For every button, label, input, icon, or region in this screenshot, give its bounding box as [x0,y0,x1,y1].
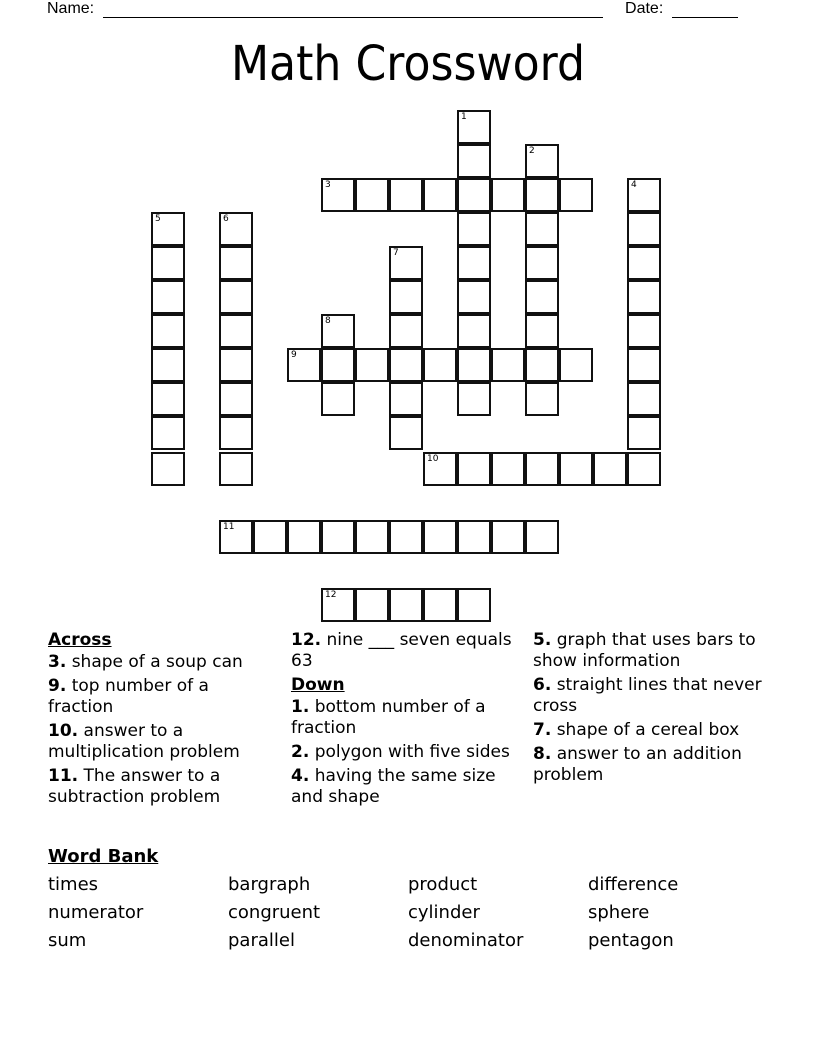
grid-cell[interactable] [151,452,185,486]
clue-number: 10 [427,454,439,464]
clue-down-6: 6. straight lines that never cross [533,675,762,716]
clue-number: 5 [155,214,161,224]
date-label: Date: [625,0,664,17]
grid-cell[interactable] [627,246,661,280]
grid-cell[interactable] [389,246,423,280]
grid-cell[interactable] [151,314,185,348]
grid-cell[interactable] [457,178,491,212]
grid-cell[interactable] [219,212,253,246]
page-title: Math Crossword [230,36,586,92]
grid-cell[interactable] [559,348,593,382]
grid-cell[interactable] [457,348,491,382]
word-bank-item: product [408,874,478,895]
grid-cell[interactable] [219,520,253,554]
grid-cell[interactable] [389,348,423,382]
grid-cell[interactable] [457,144,491,178]
clue-number: 12 [325,590,337,600]
clue-down-7: 7. shape of a cereal box [533,720,740,740]
grid-cell[interactable] [219,452,253,486]
grid-cell[interactable] [389,314,423,348]
clue-across-11: 11. The answer to a subtraction problem [48,766,221,807]
grid-cell[interactable] [525,520,559,554]
grid-cell[interactable] [151,382,185,416]
across-heading: Across [48,630,112,650]
word-bank-item: sum [48,930,87,951]
grid-cell[interactable] [627,452,661,486]
grid-cell[interactable] [627,280,661,314]
word-bank-title: Word Bank [48,846,159,867]
clue-across-3: 3. shape of a soup can [48,652,243,672]
down-heading: Down [291,675,345,695]
clue-down-8: 8. answer to an addition problem [533,744,742,785]
grid-cell[interactable] [457,382,491,416]
grid-cell[interactable] [389,520,423,554]
grid-cell[interactable] [287,520,321,554]
grid-cell[interactable] [321,314,355,348]
grid-cell[interactable] [321,382,355,416]
grid-cell[interactable] [525,280,559,314]
grid-cell[interactable] [525,246,559,280]
grid-cell[interactable] [525,314,559,348]
clue-down-2: 2. polygon with five sides [291,742,510,762]
grid-cell[interactable] [457,520,491,554]
grid-cell[interactable] [355,588,389,622]
clues-column-3 [533,630,773,789]
clues-column-2 [291,630,516,811]
clue-number: 3 [325,180,331,190]
grid-cell[interactable] [627,348,661,382]
grid-cell[interactable] [525,382,559,416]
clue-number: 4 [631,180,637,190]
clue-number: 7 [393,248,399,258]
clue-number: 1 [461,112,467,122]
grid-cell[interactable] [151,348,185,382]
grid-cell[interactable] [253,520,287,554]
grid-cell[interactable] [287,348,321,382]
grid-cell[interactable] [423,178,457,212]
grid-cell[interactable] [321,348,355,382]
grid-cell[interactable] [151,246,185,280]
grid-cell[interactable] [389,382,423,416]
name-label: Name: [47,0,95,17]
grid-cell[interactable] [389,416,423,450]
grid-cell[interactable] [559,452,593,486]
clue-number: 11 [223,522,235,532]
clue-number: 8 [325,316,331,326]
grid-cell[interactable] [219,246,253,280]
grid-cell[interactable] [151,280,185,314]
grid-cell[interactable] [627,416,661,450]
clue-down-5: 5. graph that uses bars to show information [533,630,756,671]
grid-cell[interactable] [321,520,355,554]
clues-column-1 [48,630,278,811]
clue-number: 2 [529,146,535,156]
grid-cell[interactable] [219,416,253,450]
grid-cell[interactable] [355,348,389,382]
grid-cell[interactable] [491,452,525,486]
grid-cell[interactable] [457,246,491,280]
grid-cell[interactable] [593,452,627,486]
grid-cell[interactable] [219,348,253,382]
grid-cell[interactable] [389,280,423,314]
word-bank-item: pentagon [588,930,674,951]
grid-cell[interactable] [525,348,559,382]
grid-cell[interactable] [321,588,355,622]
clue-down-1: 1. bottom number of a fraction [291,697,486,738]
grid-cell[interactable] [627,212,661,246]
grid-cell[interactable] [627,314,661,348]
clue-number: 9 [291,350,297,360]
word-bank-item: congruent [228,902,321,923]
word-bank-item: sphere [588,902,650,923]
grid-cell[interactable] [219,280,253,314]
grid-cell[interactable] [423,588,457,622]
grid-cell[interactable] [491,520,525,554]
grid-cell[interactable] [321,178,355,212]
grid-cell[interactable] [355,520,389,554]
clue-across-9: 9. top number of a fraction [48,676,209,717]
grid-cell[interactable] [423,452,457,486]
grid-cell[interactable] [627,382,661,416]
word-bank-item: numerator [48,902,144,923]
word-bank-item: cylinder [408,902,480,923]
grid-cell[interactable] [389,588,423,622]
word-bank-item: denominator [408,930,524,951]
grid-cell[interactable] [355,178,389,212]
clue-across-12: 12. nine ___ seven equals 63 [291,630,512,671]
grid-cell[interactable] [151,416,185,450]
grid-cell[interactable] [457,314,491,348]
grid-cell[interactable] [525,144,559,178]
grid-cell[interactable] [525,452,559,486]
grid-cell[interactable] [491,178,525,212]
grid-cell[interactable] [151,212,185,246]
word-bank [48,874,768,952]
grid-cell[interactable] [457,588,491,622]
grid-cell[interactable] [219,314,253,348]
word-bank-item: parallel [228,930,295,951]
grid-cell[interactable] [219,382,253,416]
grid-cell[interactable] [491,348,525,382]
grid-cell[interactable] [457,452,491,486]
grid-cell[interactable] [423,348,457,382]
grid-cell[interactable] [423,520,457,554]
grid-cell[interactable] [525,212,559,246]
grid-cell[interactable] [457,280,491,314]
clue-down-4: 4. having the same size and shape [291,766,496,807]
grid-cell[interactable] [525,178,559,212]
clue-across-10: 10. answer to a multiplication problem [48,721,240,762]
word-bank-item: bargraph [228,874,311,895]
grid-cell[interactable] [389,178,423,212]
grid-cell[interactable] [559,178,593,212]
grid-cell[interactable] [457,110,491,144]
grid-cell[interactable] [627,178,661,212]
grid-cell[interactable] [457,212,491,246]
word-bank-item: times [48,874,99,895]
word-bank-item: difference [588,874,679,895]
clue-number: 6 [223,214,229,224]
